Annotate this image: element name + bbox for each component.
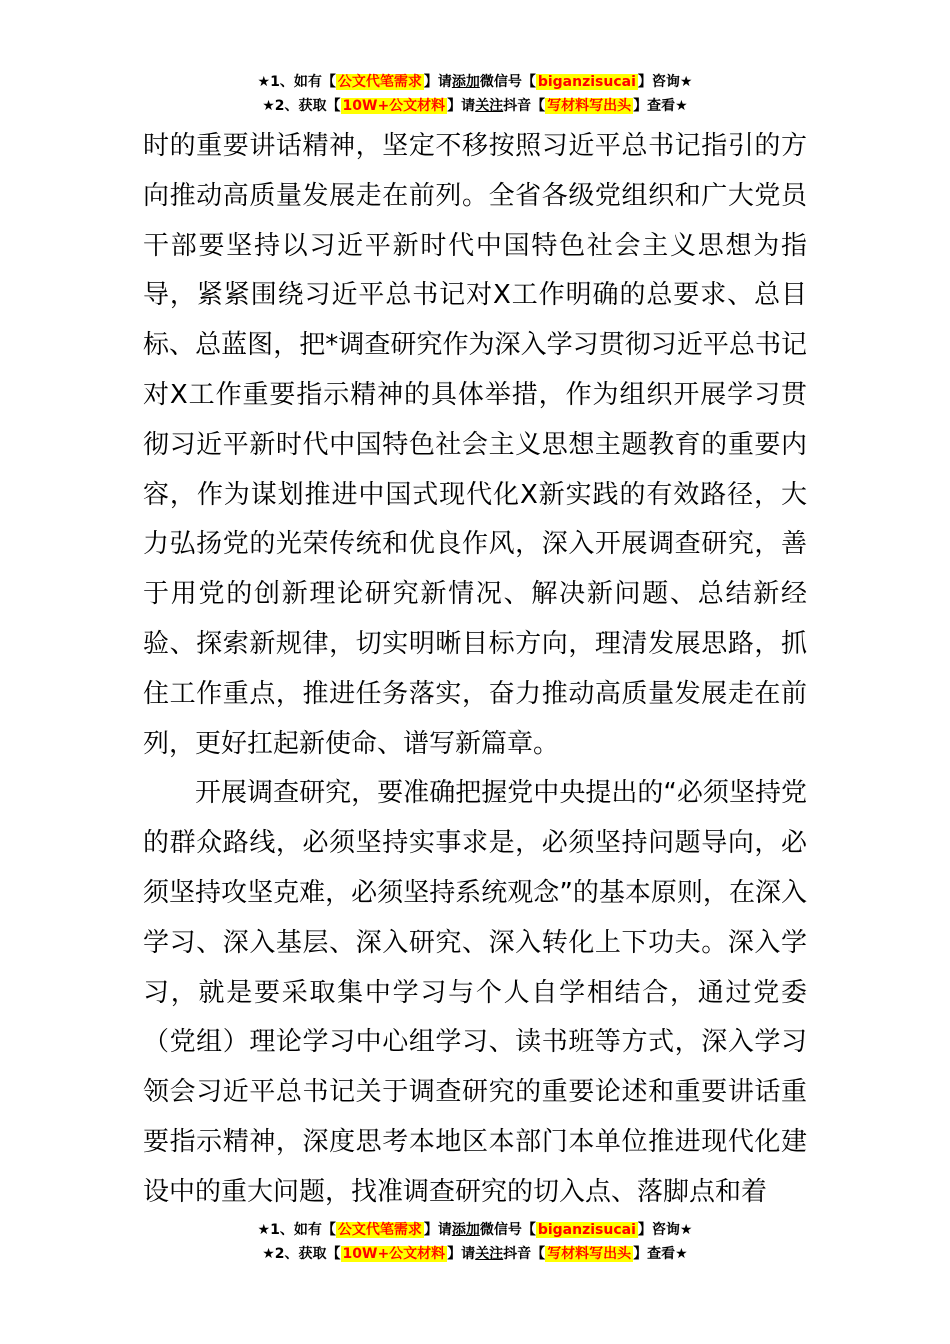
promo-line-2: ★2、获取【 10W+公文材料 】请关注抖音【 写材料写出头 】查看★ <box>262 1246 688 1262</box>
highlight-wechat-id: biganzisucai <box>537 1222 636 1238</box>
paragraph-research-principles: 开展调查研究，要准确把握党中央提出的“必须坚持党的群众路线，必须坚持实事求是，必须坚持问题导向，必须坚持攻坚克难，必须坚持系统观念”的基本原则，在深入学习、深入基层、深入研究、深入转化上下功夫。深入学习，就是要采取集中学习与个人自学相结合，通过党委（党组）理论学习中心组学习、读书班等方式，深入学习领会习近平总书记关于调查研究的重要论述和重要讲话重要指示精神，深度思考本地区本部门本单位推进现代化建设中的重大问题，找准调查研究的切入点、落脚点和着 <box>143 778 807 1207</box>
highlight-douyin: 写材料写出头 <box>547 1246 632 1262</box>
highlight-wechat-id: biganzisucai <box>537 74 636 90</box>
highlight-douyin: 写材料写出头 <box>547 98 632 114</box>
highlight-materials: 10W+公文材料 <box>342 98 446 114</box>
paragraph-continuation: 时的重要讲话精神，坚定不移按照习近平总书记指引的方向推动高质量发展走在前列。全省各级党组织和广大党员干部要坚持以习近平新时代中国特色社会主义思想为指导，紧紧围绕习近平总书记对X工作明确的总要求、总目标、总蓝图，把*调查研究作为深入学习贯彻习近平总书记对X工作重要指示精神的具体举措，作为组织开展学习贯彻习近平新时代中国特色社会主义思想主题教育的重要内容，作为谋划推进中国式现代化X新实践的有效路径，大力弘扬党的光荣传统和优良作风，深入开展调查研究，善于用党的创新理论研究新情况、解决新问题、总结新经验、探索新规律，切实明晰目标方向，理清发展思路，抓住工作重点，推进任务落实，奋力推动高质量发展走在前列，更好扛起新使命、谱写新篇章。 <box>143 131 807 759</box>
highlight-service: 公文代笔需求 <box>337 74 422 90</box>
promo-line-2: ★2、获取【 10W+公文材料 】请关注抖音【 写材料写出头 】查看★ <box>262 98 688 114</box>
promo-banner-top <box>0 70 950 118</box>
highlight-service: 公文代笔需求 <box>337 1222 422 1238</box>
promo-line-1: ★1、如有【 公文代笔需求 】请添加微信号【 biganzisucai 】咨询★ <box>257 74 693 90</box>
highlight-materials: 10W+公文材料 <box>342 1246 446 1262</box>
document-body <box>143 122 807 1218</box>
promo-banner-bottom <box>0 1218 950 1266</box>
promo-line-1: ★1、如有【 公文代笔需求 】请添加微信号【 biganzisucai 】咨询★ <box>257 1222 693 1238</box>
